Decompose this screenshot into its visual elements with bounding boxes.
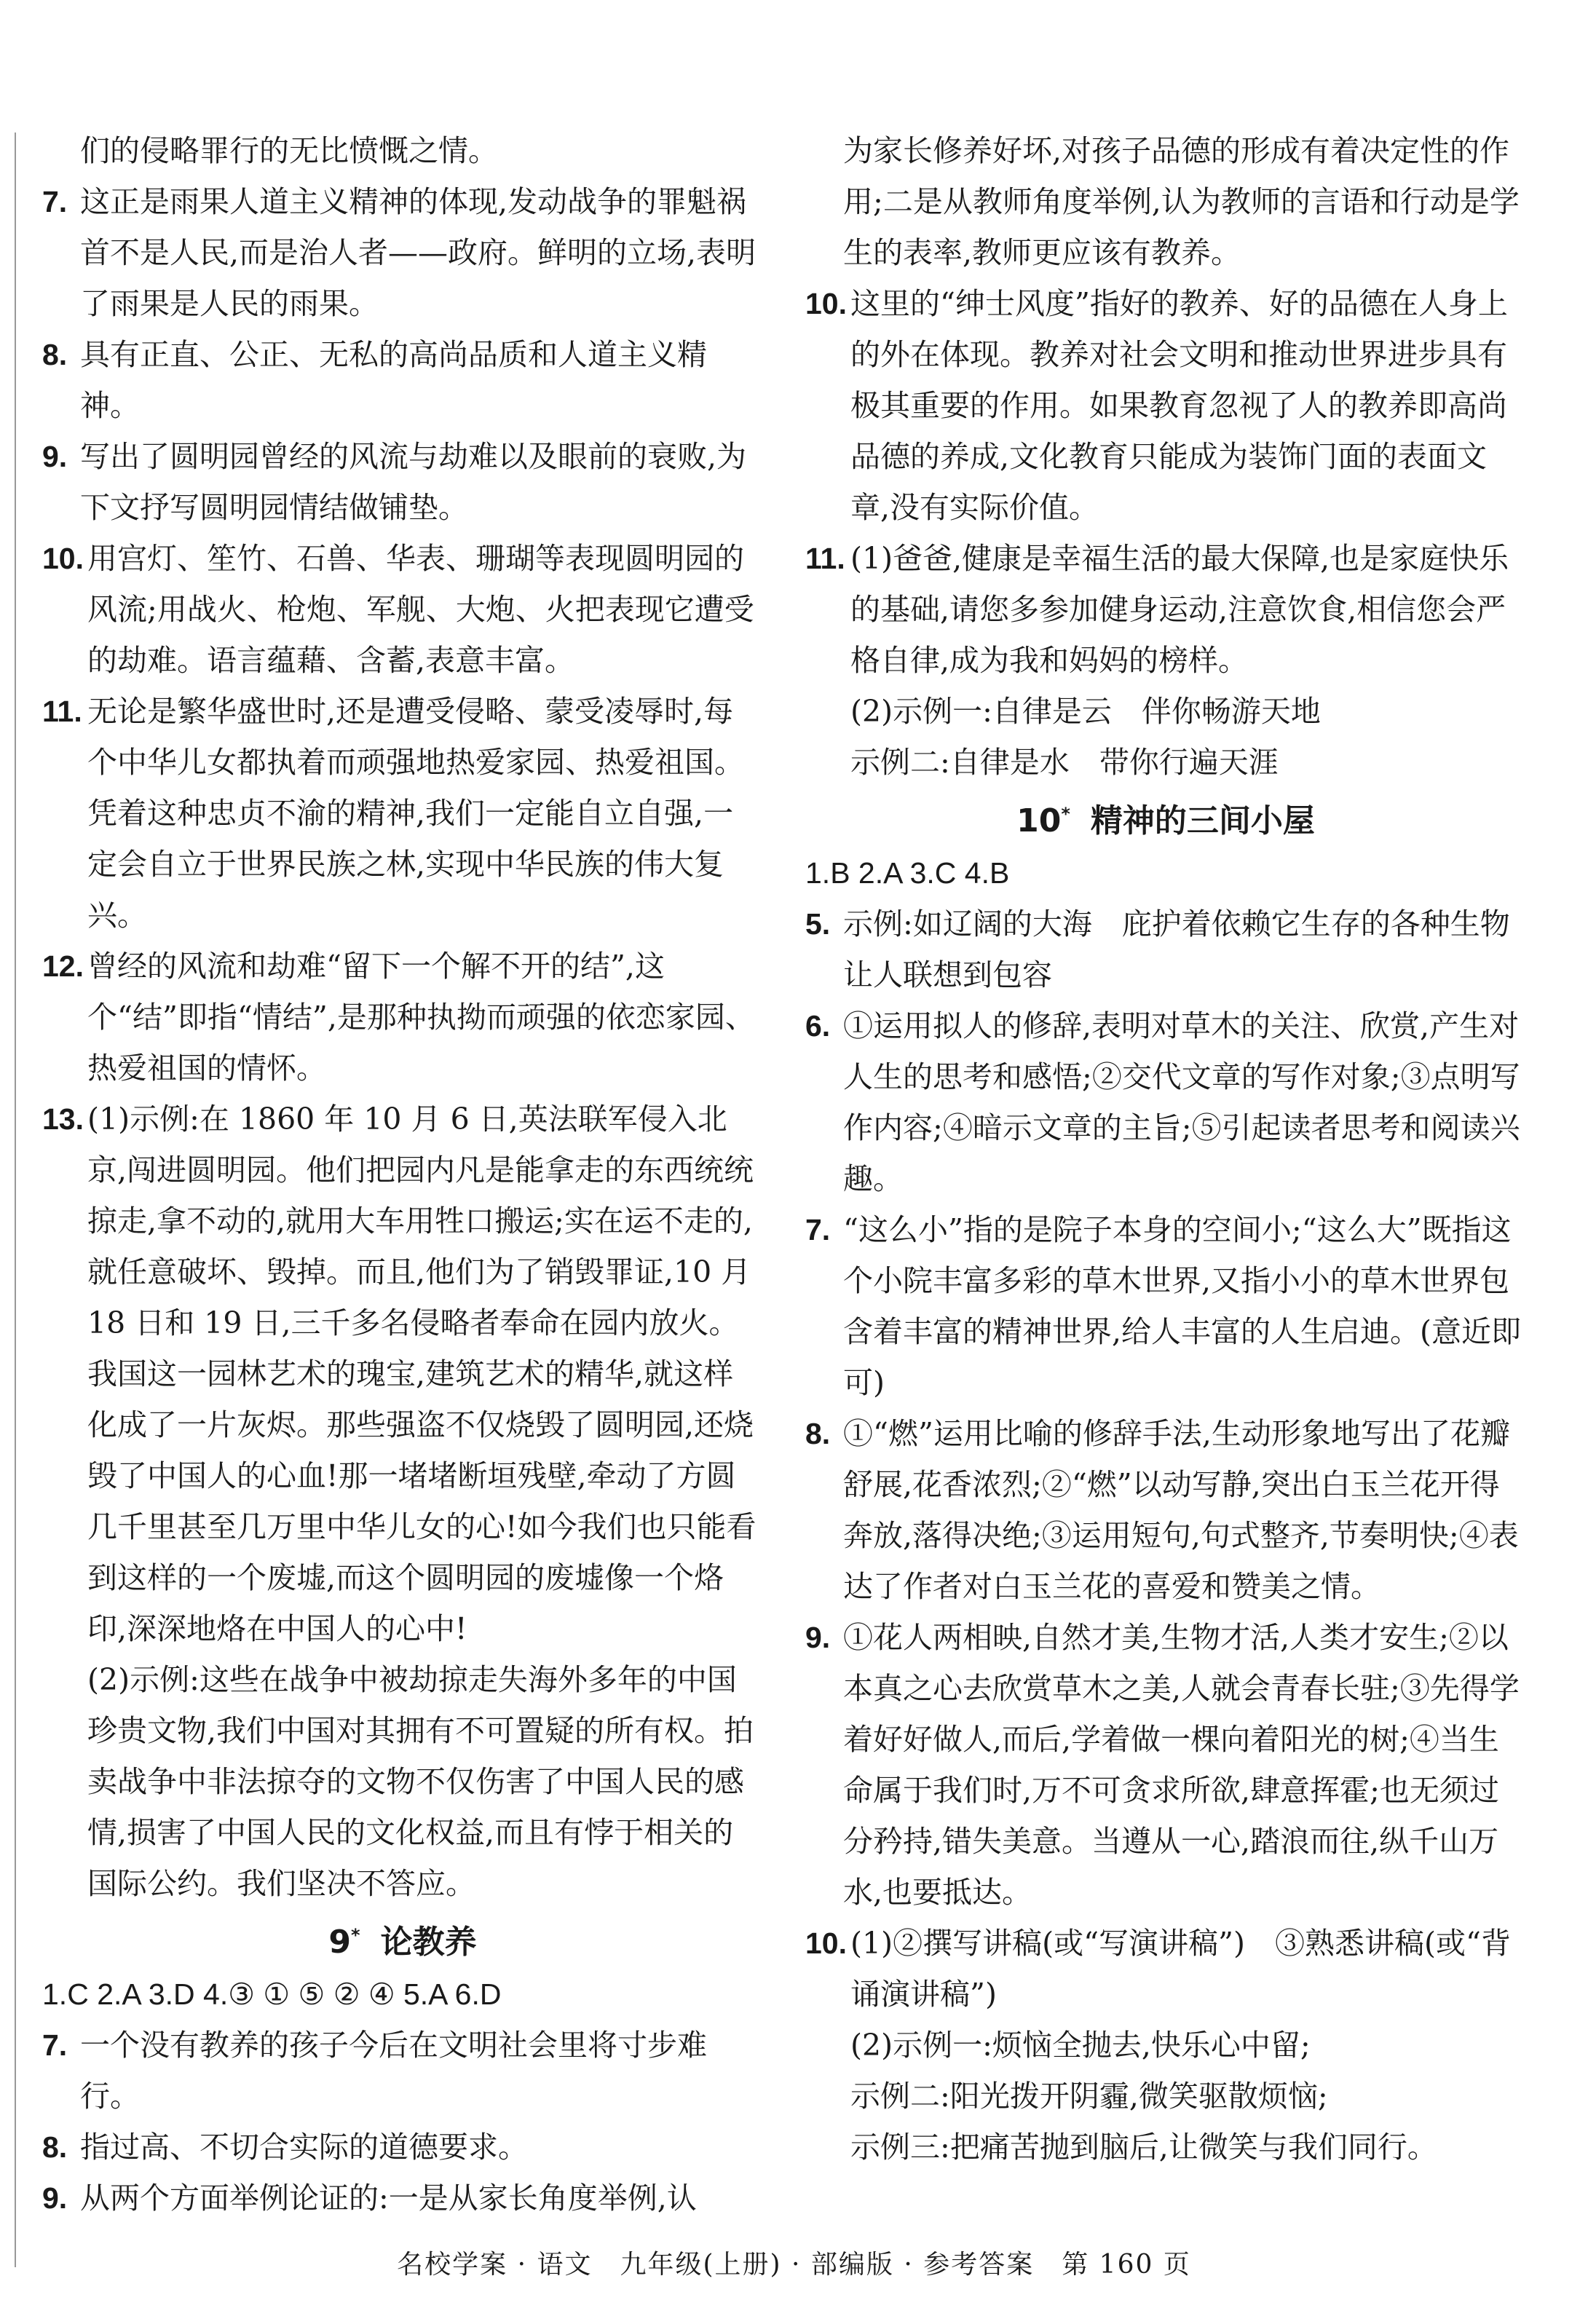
item-text: 指过高、不切合实际的道德要求。 <box>80 2130 528 2165</box>
item-number: 7. <box>42 2028 68 2062</box>
item-text: 示例:如辽阔的大海 庇护着依赖它生存的各种生物 让人联想到包容 <box>843 906 1540 992</box>
page-footer: 名校学案 · 语文 九年级(上册) · 部编版 · 参考答案 第 160 页 <box>397 2250 1191 2280</box>
answer-paragraph: (2)示例一:自律是云 伴你畅游天地 <box>850 694 1321 729</box>
item-number: 8. <box>42 2130 68 2164</box>
item-text: ①花人两相映,自然才美,生物才活,人类才安生;②以本真之心去欣赏草木之美,人就会青春长驻;③先得学着好好做人,而后,学着做一棵向着阳光的树;④当生命属于我们时,万不可贪求所欲,肆意挥霍;也无须过分矜持,错失美意。当遵从一心,踏浪而往,纵千山万水,也要抵达。 <box>843 1620 1520 1910</box>
item-text: 这里的“绅士风度”指好的教养、好的品德在人身上的外在体现。教养对社会文明和推动世界进步具有极其重要的作用。如果教育忽视了人的教养即高尚品德的养成,文化教育只能成为装饰门面的表面文章,没有实际价值。 <box>850 286 1508 525</box>
answer-item <box>805 1918 1526 2020</box>
answer-item <box>42 329 763 431</box>
left-column <box>42 125 763 2224</box>
lesson-number: 9* <box>328 1924 360 1961</box>
answer-item <box>805 1612 1526 1918</box>
answer-item <box>42 2020 763 2122</box>
answer-item <box>42 941 763 1094</box>
item-text: 这正是雨果人道主义精神的体现,发动战争的罪魁祸首不是人民,而是治人者——政府。鲜明的立场,表明了雨果是人民的雨果。 <box>80 184 757 321</box>
item-number: 9. <box>42 440 68 473</box>
item-number: 9. <box>42 2181 68 2215</box>
answer-item <box>805 1000 1526 1204</box>
item-text: (1)②撰写讲稿(或“写演讲稿”) ③熟悉讲稿(或“背诵演讲稿”) <box>850 1926 1511 2012</box>
item-text: (1)示例:在 1860 年 10 月 6 日,英法联军侵入北京,闯进圆明园。他们把园内凡是能拿走的东西统统掠走,拿不动的,就用大车用牲口搬运;实在运不走的,就任意破坏、毁掉。而且,他们为了销毁罪证,10 月 18 日和 19 日,三千多名侵略者奉命在园内放火。我国这一园林艺术的瑰宝,建筑艺术的精华,就这样化成了一片灰烬。那些强盗不仅烧毁了圆明园,还烧毁了中国人的心血!那一堵堵断垣残壁,牵动了方圆几千里甚至几万里中华儿女的心!如今我们也只能看到这样的一个废墟,而这个圆明园的废墟像一个烙印,深深地烙在中国人的心中! <box>87 1102 757 1646</box>
answer-item <box>42 176 763 329</box>
item-number: 10. <box>805 1926 847 1960</box>
item-number: 8. <box>42 338 68 371</box>
answer-item <box>42 533 763 686</box>
answer-item <box>42 2122 763 2173</box>
item-text: 曾经的风流和劫难“留下一个解不开的结”,这个“结”即指“情结”,是那种执拗而顽强的依恋家园、热爱祖国的情怀。 <box>87 949 755 1086</box>
item-text: 写出了圆明园曾经的风流与劫难以及眼前的衰败,为下文抒写圆明园情结做铺垫。 <box>80 439 747 525</box>
answer-item <box>805 1408 1526 1612</box>
item-text: (1)爸爸,健康是幸福生活的最大保障,也是家庭快乐的基础,请您多参加健身运动,注意饮食,相信您会严格自律,成为我和妈妈的榜样。 <box>850 541 1509 678</box>
item-text: 具有正直、公正、无私的高尚品质和人道主义精神。 <box>80 337 707 423</box>
item-number: 11. <box>42 695 82 728</box>
lesson-mark: * <box>1061 804 1070 824</box>
choice-answers: 1.C 2.A 3.D 4.③ ① ⑤ ② ④ 5.A 6.D <box>42 1977 502 2011</box>
answer-paragraph: (2)示例一:烦恼全抛去,快乐心中留; <box>850 2028 1311 2063</box>
answer-paragraph: 示例二:阳光拨开阴霾,微笑驱散烦恼; <box>850 2079 1328 2114</box>
answer-paragraph: (2)示例:这些在战争中被劫掠走失海外多年的中国珍贵文物,我们中国对其拥有不可置疑的所有权。拍卖战争中非法掠夺的文物不仅伤害了中国人民的感情,损害了中国人民的文化权益,而且有悖于相关的国际公约。我们坚决不答应。 <box>87 1662 754 1901</box>
item-number: 10. <box>805 287 847 320</box>
item-number: 5. <box>805 907 831 941</box>
lesson-title: 论教养 <box>380 1924 477 1961</box>
item-number: 10. <box>42 542 84 575</box>
item-text: “这么小”指的是院子本身的空间小;“这么大”既指这个小院丰富多彩的草木世界,又指小小的草木世界包含着丰富的精神世界,给人丰富的人生启迪。(意近即可) <box>843 1212 1522 1400</box>
item-text: ①“燃”运用比喻的修辞手法,生动形象地写出了花瓣舒展,花香浓烈;②“燃”以动写静,突出白玉兰花开得奔放,落得决绝;③运用短句,句式整齐,节奏明快;④表达了作者对白玉兰花的喜爱和赞美之情。 <box>843 1416 1519 1604</box>
lesson-title: 精神的三间小屋 <box>1090 802 1315 839</box>
item-number: 12. <box>42 949 84 983</box>
answer-item <box>805 898 1540 1000</box>
answer-item <box>805 1204 1526 1408</box>
answer-item <box>42 2173 763 2224</box>
continued-text: 为家长修养好坏,对孩子品德的形成有着决定性的作用;二是从教师角度举例,认为教师的言语和行动是学生的表率,教师更应该有教养。 <box>843 133 1520 270</box>
answer-item <box>42 686 763 941</box>
answer-item <box>42 1094 763 1654</box>
item-text: 从两个方面举例论证的:一是从家长角度举例,认 <box>80 2181 697 2216</box>
item-number: 7. <box>42 185 68 218</box>
item-number: 6. <box>805 1009 831 1043</box>
continued-text: 们的侵略罪行的无比愤慨之情。 <box>80 133 498 168</box>
lesson-number: 10* <box>1016 802 1070 839</box>
item-number: 7. <box>805 1213 831 1246</box>
item-text: ①运用拟人的修辞,表明对草木的关注、欣赏,产生对人生的思考和感悟;②交代文章的写作对象;③点明写作内容;④暗示文章的主旨;⑤引起读者思考和阅读兴趣。 <box>843 1008 1520 1196</box>
item-text: 用宫灯、笙竹、石兽、华表、珊瑚等表现圆明园的风流;用战火、枪炮、军舰、大炮、火把表现它遭受的劫难。语言蕴藉、含蓄,表意丰富。 <box>87 541 754 678</box>
item-number: 11. <box>805 542 845 575</box>
answer-paragraph: 示例二:自律是水 带你行遍天涯 <box>850 745 1279 780</box>
item-number: 9. <box>805 1621 831 1654</box>
answer-item <box>805 278 1526 533</box>
choice-answers: 1.B 2.A 3.C 4.B <box>805 856 1010 890</box>
lesson-heading <box>42 1909 763 1969</box>
lesson-heading <box>805 788 1526 847</box>
item-number: 13. <box>42 1102 84 1136</box>
lesson-mark: * <box>351 1925 360 1945</box>
item-text: 一个没有教养的孩子今后在文明社会里将寸步难行。 <box>80 2028 707 2114</box>
item-number: 8. <box>805 1417 831 1450</box>
answer-item <box>805 533 1526 686</box>
answer-item <box>42 431 763 533</box>
answer-paragraph: 示例三:把痛苦抛到脑后,让微笑与我们同行。 <box>850 2130 1437 2165</box>
right-column <box>805 125 1540 2173</box>
item-text: 无论是繁华盛世时,还是遭受侵略、蒙受凌辱时,每个中华儿女都执着而顽强地热爱家园、热爱祖国。凭着这种忠贞不渝的精神,我们一定能自立自强,一定会自立于世界民族之林,实现中华民族的伟大复兴。 <box>87 694 744 933</box>
